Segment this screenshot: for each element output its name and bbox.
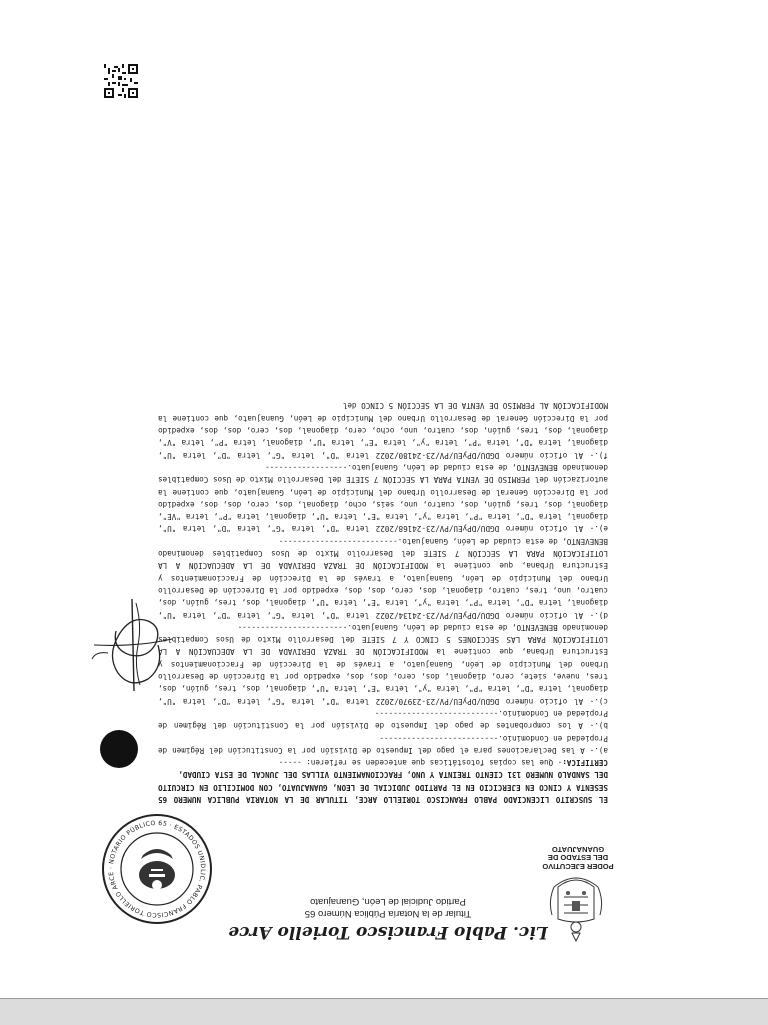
item-f: f).- Al oficio número DGDU/DPyEU/PV/23-24180/2022 letra "D", letra "G", letra "D", letra "U", diagonal, letra "D", letra "P", letra "y", letra "E", letra "U", diagonal, letra "P", letra "V", diagonal, dos, tres, guión, dos, cuatro, uno, ocho, cero, diagonal, dos, cero, dos, dos, expedido por la Dirección General de Desarrollo Urbano del Municipio de León, Guanajuato, que contiene la MODIFICACIÓN AL PERMISO DE VENTA DE LA SECCIÓN 5 CINCO del [158, 401, 608, 460]
intro-paragraph: EL SUSCRITO LICENCIADO PABLO FRANCISCO TORIELLO ARCE, TITULAR DE LA NOTARIA PUBLICA NUMERO 65 SESENTA Y CINCO EN EJERCICIO EN EL PARTIDO JUDICIAL DE LEON, GUANAJUATO, CON DOMICILIO EN CIRCUITO DEL SANDALO NUMERO 131 CIENTO TREINTA Y UNO, FRACCIONAMIENTO VILLAS DEL JUNCAL DE ESTA CIUDAD, [158, 770, 608, 804]
handwritten-signature [88, 595, 178, 695]
notary-header [218, 895, 558, 942]
seal-text: LIC. PABLO FRANCISCO TORIELLO ARCE · NOTARIO PÚBLICO 65 · ESTADOS UNID [107, 819, 207, 919]
government-label [528, 845, 628, 871]
item-c: c).- Al oficio número DGDU/DPyEU/PV/23-23970/2022 letra "D", letra "G", letra "D", letra "U", diagonal, letra "D", letra "P", letra "y", letra "E", letra "U", diagonal, dos, tres, guión, dos, tres, nueve, siete, cero, diagonal, dos, cero, dos, dos, expedido por la Dirección de Desarrollo Urbano del Municipio de León, Guanajuato, a través de la Dirección de Fraccionamientos y Estructura Urbana, que contiene la MODIFICACIÓN DE TRAZA DERIVADA DE LA ADECUACIÓN A LA LOTIFICACIÓN PARA LAS SECCIONES 5 CINCO Y 7 SIETE del Desarrollo Mixto de Usos Compatibles denominado BENEVENTO, de esta ciudad de León, Guanajuato.------------------------ [158, 622, 608, 706]
notary-name: Lic. Pablo Francisco Toriello Arce [228, 922, 548, 942]
item-e: e).- Al oficio número DGDU/DPyEU/PV/23-24168/2022 letra "D", letra "G", letra "D", letra "U", diagonal, letra "D", letra "P", letra "y", letra "E", letra "U", diagonal, letra "P", letra "VE", diagonal, dos, tres, guión, dos, cuatro, uno, seis, ocho, diagonal, dos, cero, dos, dos, expedido por la Dirección General de Desarrollo Urbano del Municipio de León, Guanajuato, que contiene la autorización del PERMISO DE VENTA PARA LA SECCIÓN 7 SIETE del Desarrollo Mixto de Usos Compatibles denominado BENEVENTO, de esta ciudad de León, Guanajuato.------------------ [158, 462, 608, 534]
ink-dot [100, 730, 138, 768]
scanner-edge [0, 998, 768, 1025]
item-a: a).- A las Declaraciones para el pago del Impuesto de División por la Constitución del Régimen de Propiedad en Condominio.-------------------------- [158, 733, 608, 755]
notary-seal-stamp [101, 813, 213, 925]
gov-label-line: PODER EJECUTIVO [542, 862, 614, 871]
certifica-label: CERTIFICA: [562, 758, 608, 768]
certifica-text: - Que las copias fotostáticas que anteceden se refieren: ----- [278, 758, 563, 768]
qr-code-icon [104, 64, 138, 98]
gov-label-line: DEL ESTADO DE [547, 853, 609, 863]
certification-body [158, 399, 608, 805]
item-d: d).- Al oficio número DGDU/DPyEU/PV/23-24134/2022 letra "D", letra "G", letra "D", letra "U", diagonal, letra "D", letra "P", letra "y", letra "E", letra "U", diagonal, dos, tres, guión, dos, cuatro, uno, tres, cuatro, diagonal, dos, cero, dos, dos, expedido por la Dirección de Desarrollo Urbano del Municipio de León, Guanajuato, a través de la Dirección de Fraccionamientos y Estructura Urbana, que contiene la MODIFICACIÓN DE TRAZA DERIVADA DE LA ADECUACIÓN A LA LOTIFICACIÓN PARA LA SECCIÓN 7 SIETE del Desarrollo Mixto de Usos Compatibles denominado BENEVENTO, de esta ciudad de León, Guanajuato.-------------------------- [158, 536, 608, 620]
certifica-paragraph [158, 756, 608, 768]
notary-office-line: Titular de la Notaría Pública Número 65 [304, 908, 472, 919]
judicial-district-line: Partido Judicial de León, Guanajuato [310, 896, 466, 907]
item-b: b).- A los comprobantes de pago del Impuesto de División por la Constitución del Régimen de Propiedad en Condominio.--------------------------- [158, 708, 608, 731]
gov-label-line: GUANAJUATO [551, 845, 605, 854]
